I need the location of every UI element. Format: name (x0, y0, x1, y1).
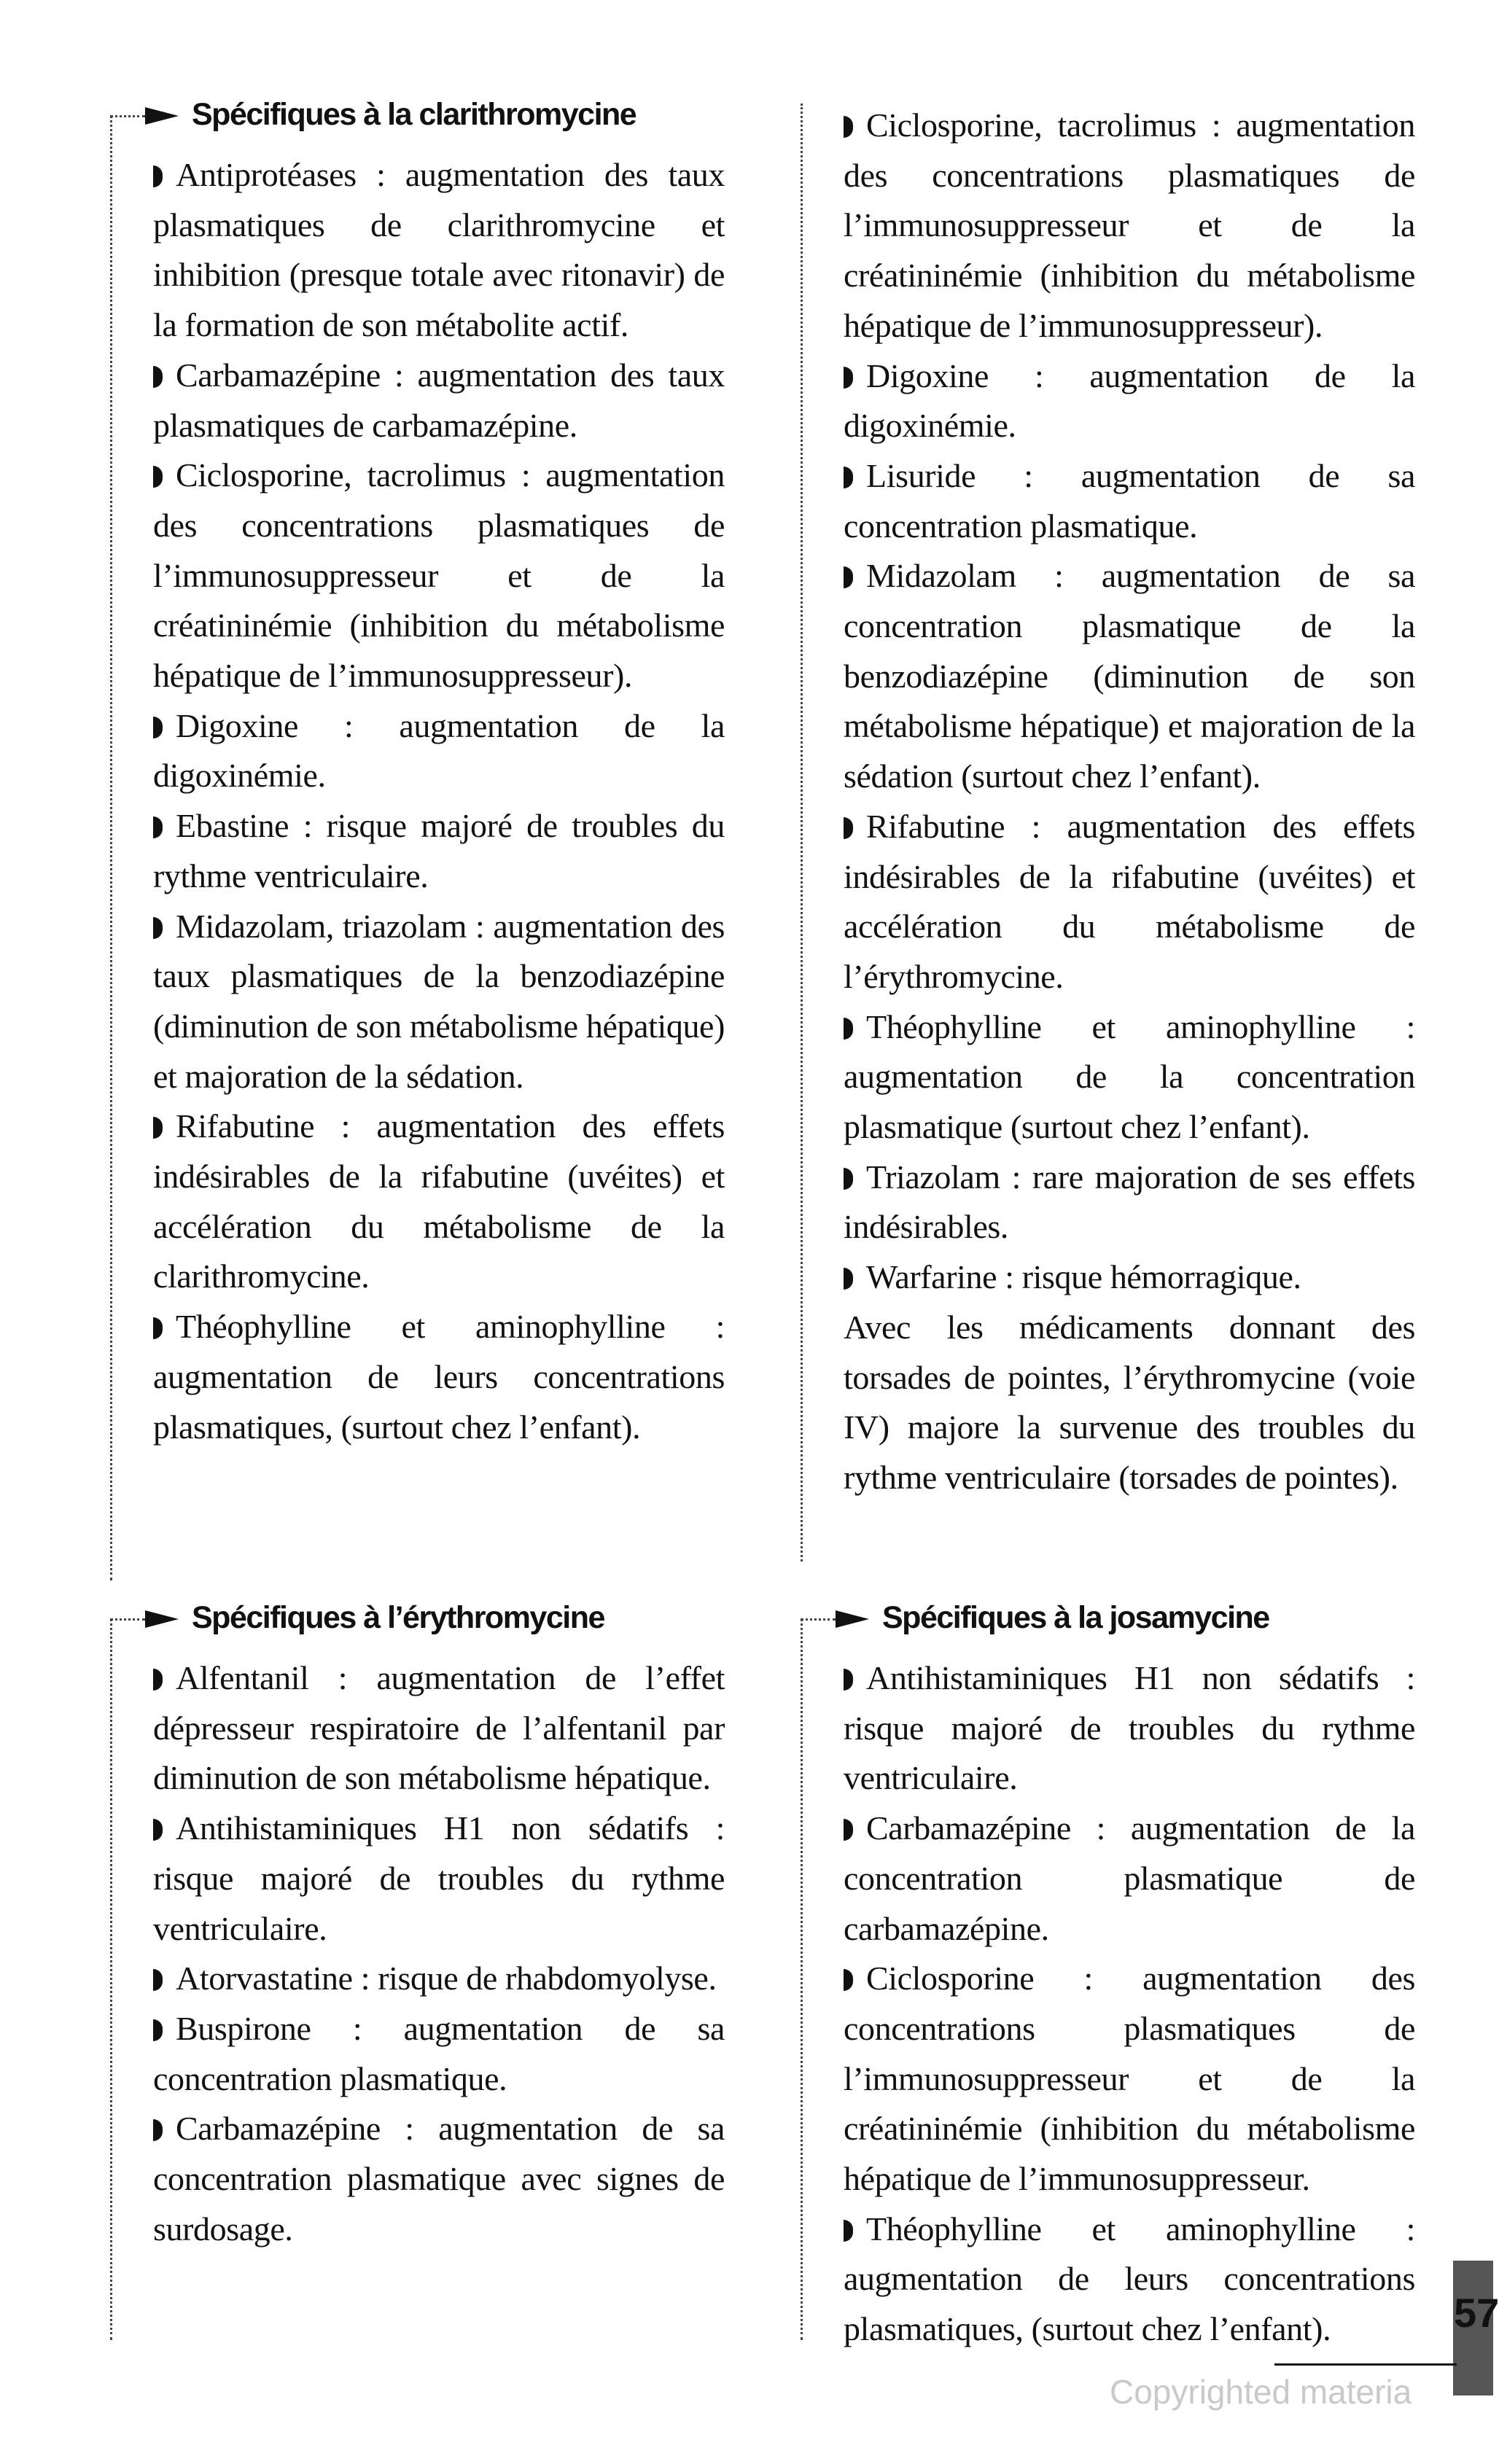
bullet-icon (844, 1819, 853, 1841)
watermark: Copyrighted materia (1110, 2373, 1412, 2411)
list-item: Carbamazépine : augmentation de la concentration plasmatique de carbamazépine. (844, 1809, 1415, 1947)
bullet-icon (153, 1317, 163, 1339)
dotted-bracket (110, 115, 112, 1580)
bullet-icon (844, 367, 853, 389)
arrow-icon (145, 1610, 179, 1628)
list-item: Midazolam, triazolam : augmentation des taux plasmatiques de la benzodiazépine (diminution de son métabolisme hépatique) et majoration de la sédation. (153, 907, 725, 1095)
bullet-icon (153, 1819, 163, 1841)
dotted-bracket (801, 1618, 803, 2340)
footer-rule (1274, 2363, 1457, 2366)
dotted-bracket-top (110, 1618, 145, 1621)
dotted-bracket (801, 104, 803, 1562)
list-item: Atorvastatine : risque de rhabdomyolyse. (153, 1954, 725, 2004)
bullet-icon (844, 1969, 853, 1991)
bullet-icon (153, 165, 163, 187)
list-item: Rifabutine : augmentation des effets indésirables de la rifabutine (uvéites) et accélération du métabolisme de l’érythromycine. (844, 807, 1415, 995)
bullet-icon (844, 2220, 853, 2242)
dotted-bracket-top (110, 115, 145, 117)
bullet-icon (153, 816, 163, 838)
bullet-icon (844, 1268, 853, 1290)
list-item: Ciclosporine : augmentation des concentrations plasmatiques de l’immunosuppresseur et de la créatininémie (inhibition du métabolisme hépatique de l’immunosuppresseur. (844, 1960, 1415, 2198)
bullet-icon (844, 1669, 853, 1691)
list-item: Ciclosporine, tacrolimus : augmentation des concentrations plasmatiques de l’immunosuppresseur et de la créatininémie (inhibition du métabolisme hépatique de l’immunosuppresseur). (844, 106, 1415, 344)
arrow-icon (836, 1610, 869, 1628)
list-item: Triazolam : rare majoration de ses effets indésirables. (844, 1158, 1415, 1246)
bullet-icon (153, 1669, 163, 1691)
bullet-icon (153, 917, 163, 939)
list-item: Midazolam : augmentation de sa concentration plasmatique de la benzodiazépine (diminution de son métabolisme hépatique) et majoration de la sédation (surtout chez l’enfant). (844, 557, 1415, 795)
bullet-icon (153, 2119, 163, 2141)
list-item: Rifabutine : augmentation des effets indésirables de la rifabutine (uvéites) et accélération du métabolisme de la clarithromycine. (153, 1107, 725, 1295)
closing-paragraph: Avec les médicaments donnant des torsades de pointes, l’érythromycine (voie IV) majore la survenue des troubles du rythme ventriculaire (torsades de pointes). (844, 1308, 1415, 1496)
section-heading: Spécifiques à la josamycine (882, 1600, 1269, 1635)
bullet-icon (153, 466, 163, 488)
list-item: Ciclosporine, tacrolimus : augmentation des concentrations plasmatiques de l’immunosuppresseur et de la créatininémie (inhibition du métabolisme hépatique de l’immunosuppresseur). (153, 456, 725, 695)
bullet-icon (844, 817, 853, 839)
bullet-icon (153, 1117, 163, 1139)
bullet-icon (844, 1018, 853, 1040)
list-item: Digoxine : augmentation de la digoxinémie. (844, 356, 1415, 445)
list-item: Carbamazépine : augmentation de sa concentration plasmatique avec signes de surdosage. (153, 2110, 725, 2247)
page-number: 57 (1454, 2290, 1499, 2336)
dotted-bracket (110, 1618, 112, 2340)
list-item: Antihistaminiques H1 non sédatifs : risque majoré de troubles du rythme ventriculaire. (153, 1809, 725, 1947)
bullet-icon (153, 2019, 163, 2041)
list-item: Théophylline et aminophylline : augmentation de la concentration plasmatique (surtout chez l’enfant). (844, 1007, 1415, 1146)
section-heading: Spécifiques à l’érythromycine (192, 1600, 604, 1635)
dotted-bracket-top (801, 1618, 836, 1621)
bullet-icon (153, 717, 163, 738)
list-item: Théophylline et aminophylline : augmentation de leurs concentrations plasmatiques, (surtout chez l’enfant). (153, 1308, 725, 1446)
list-item: Digoxine : augmentation de la digoxinémie. (153, 706, 725, 795)
list-item: Antiprotéases : augmentation des taux plasmatiques de clarithromycine et inhibition (presque totale avec ritonavir) de la formation de son métabolite actif. (153, 156, 725, 344)
bullet-icon (844, 1168, 853, 1190)
bullet-icon (844, 116, 853, 138)
bullet-icon (153, 1969, 163, 1991)
bullet-icon (844, 467, 853, 488)
list-item: Warfarine : risque hémorragique. (844, 1252, 1415, 1303)
list-item: Buspirone : augmentation de sa concentration plasmatique. (153, 2009, 725, 2097)
list-item: Ebastine : risque majoré de troubles du rythme ventriculaire. (153, 807, 725, 894)
bullet-icon (153, 366, 163, 388)
list-item: Lisuride : augmentation de sa concentration plasmatique. (844, 456, 1415, 545)
list-item: Théophylline et aminophylline : augmentation de leurs concentrations plasmatiques, (surtout chez l’enfant). (844, 2210, 1415, 2348)
arrow-icon (145, 107, 179, 125)
section-heading: Spécifiques à la clarithromycine (192, 97, 636, 132)
list-item: Antihistaminiques H1 non sédatifs : risque majoré de troubles du rythme ventriculaire. (844, 1659, 1415, 1797)
list-item: Carbamazépine : augmentation des taux plasmatiques de carbamazépine. (153, 356, 725, 444)
bullet-icon (844, 566, 853, 588)
list-item: Alfentanil : augmentation de l’effet dépresseur respiratoire de l’alfentanil par diminution de son métabolisme hépatique. (153, 1659, 725, 1797)
